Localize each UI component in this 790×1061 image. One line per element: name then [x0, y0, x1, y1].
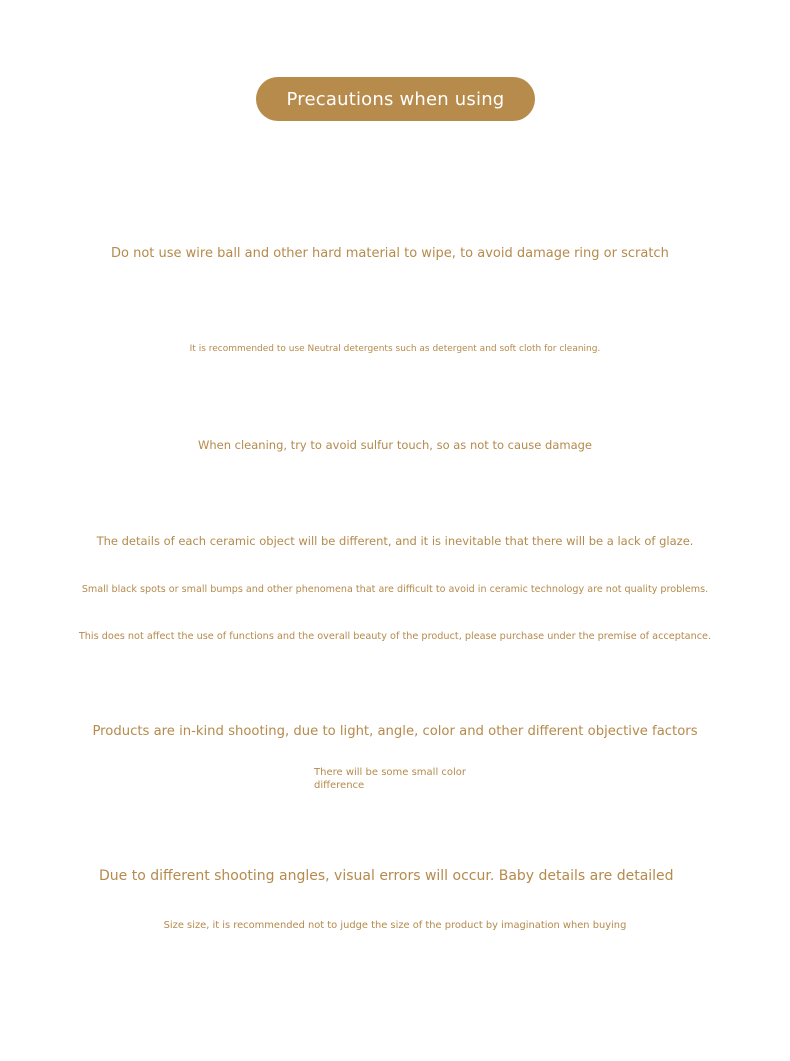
precaution-line-shooting-angles: Due to different shooting angles, visual errors will occur. Baby details are detailed — [99, 868, 674, 884]
section-title: Precautions when using — [286, 88, 505, 110]
precaution-line-color-difference: There will be some small color difference — [314, 767, 467, 791]
section-title-badge — [256, 77, 535, 121]
precaution-line-size: Size size, it is recommended not to judge the size of the product by imagination when buying — [163, 920, 627, 931]
precaution-line-wire-ball: Do not use wire ball and other hard material to wipe, to avoid damage ring or scratch — [111, 246, 669, 261]
precaution-line-sulfur: When cleaning, try to avoid sulfur touch, so as not to cause damage — [197, 438, 592, 452]
precaution-line-ceramic-details: The details of each ceramic object will be different, and it is inevitable that there will be a lack of glaze. — [96, 534, 694, 548]
precaution-line-acceptance: This does not affect the use of functions and the overall beauty of the product, please purchase under the premise of acceptance. — [78, 631, 712, 642]
precaution-line-in-kind-shooting: Products are in-kind shooting, due to light, angle, color and other different objective factors — [92, 724, 698, 739]
precaution-line-black-spots: Small black spots or small bumps and other phenomena that are difficult to avoid in ceramic technology are not quality problems. — [81, 584, 709, 595]
precaution-line-neutral-detergent: It is recommended to use Neutral detergents such as detergent and soft cloth for cleaning. — [189, 344, 601, 354]
